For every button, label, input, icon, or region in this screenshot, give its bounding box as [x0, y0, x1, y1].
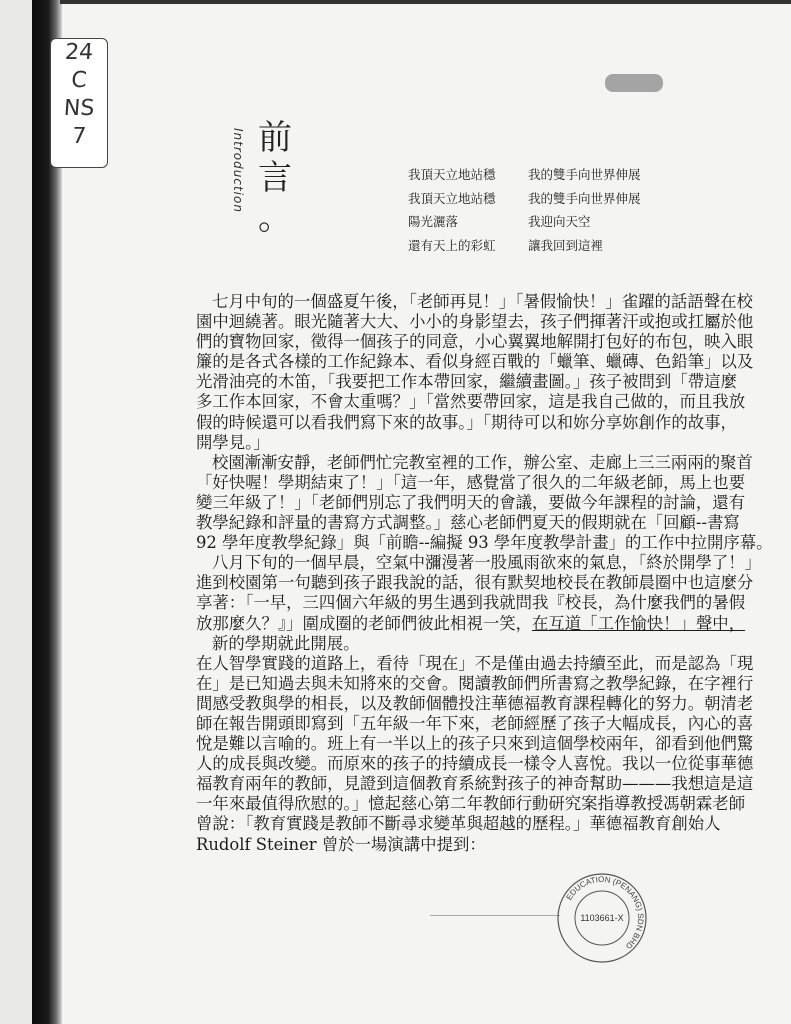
scan-margin [0, 0, 32, 1024]
poem [408, 163, 641, 257]
page-subtitle: Introduction [231, 128, 245, 213]
poem-line: 還有天上的彩虹 [408, 237, 496, 253]
poem-line: 我的雙手向世界伸展 [528, 167, 641, 182]
scan-top-edge [60, 0, 791, 4]
divider [430, 915, 560, 916]
body-line: 新的學期就此開展。 [212, 633, 360, 653]
poem-line: 我的雙手向世界伸展 [528, 190, 641, 206]
poem-line: 我頂天立地站穩 [408, 167, 496, 182]
note-line: C [70, 68, 88, 93]
body-line: 福教育兩年的教師，見證到這個教育系統對孩子的神奇幫助———我想這是這 [196, 774, 754, 794]
body-line: 人的成長與改變。而原來的孩子的持續成長一樣令人喜悅。我以一位從事華德 [196, 754, 754, 774]
poem-row [408, 210, 641, 234]
stamp-number: 1103661-X [580, 913, 624, 923]
poem-line: 陽光灑落 [408, 214, 459, 229]
body-line: 開學見。」 [196, 432, 270, 452]
body-line: 92 學年度教學紀錄」與「前瞻--編擬 93 學年度教學計畫」的工作中拉開序幕。 [196, 533, 773, 553]
body-line: 變三年級了！」「老師們別忘了我們明天的會議，要做今年課程的討論，還有 [196, 492, 746, 512]
handwritten-note [50, 38, 108, 168]
note-line: NS [62, 96, 96, 121]
poem-line: 我迎向天空 [528, 214, 591, 229]
poem-row [408, 234, 641, 258]
body-text [196, 292, 773, 855]
body-line: 八月下旬的一個早晨，空氣中瀰漫著一股風雨欲來的氣息，「終於開學了！」 [212, 553, 762, 573]
body-line: 假的時候還可以看我們寫下來的故事。」「期待可以和妳分享妳創作的故事， [196, 412, 737, 432]
body-line: 在」是已知過去與未知將來的交會。閱讀教師們所書寫之教學紀錄，在字裡行 [196, 673, 754, 693]
body-line: 一年來最值得欣慰的。」憶起慈心第二年教師行動研究案指導教授馮朝霖老師 [196, 794, 746, 814]
body-line-part: 放那麼久？』」圍成圈的老師們彼此相視一笑， [196, 613, 533, 633]
poem-row [408, 163, 641, 187]
scan-smudge [605, 74, 663, 92]
title-text: 前言 [258, 118, 292, 198]
body-line: 進到校園第一句聽到孩子跟我說的話，很有默契地校長在教師晨圈中也這麼分 [196, 573, 754, 593]
body-line: 「好快喔！學期結束了！」「這一年，感覺當了很久的二年級老師，馬上也要 [196, 472, 746, 492]
body-line: 悅是難以言喻的。班上有一半以上的孩子只來到這個學校兩年，卻看到他們驚 [196, 734, 754, 754]
body-line: 曾說：「教育實踐是教師不斷尋求變革與超越的歷程。」華德福教育創始人 [196, 814, 721, 834]
body-line: 簾的是各式各樣的工作紀錄本、看似身經百戰的「蠟筆、蠟磚、色鉛筆」以及 [196, 352, 754, 372]
body-line [196, 614, 756, 634]
note-line: 24 [64, 40, 94, 65]
body-line: 享著：「一早，三四個六年級的男生遇到我就問我『校長，為什麼我們的暑假 [196, 593, 746, 613]
body-line: 多工作本回家，不會太重嗎？」「當然要帶回家，這是我自己做的，而且我放 [196, 392, 746, 412]
underlined-text: 在互道「工作愉快！」聲中， [532, 613, 746, 633]
body-line: 在人智學實踐的道路上，看待「現在」不是僅由過去持續至此，而是認為「現 [196, 653, 754, 673]
body-line: Rudolf Steiner 曾於一場演講中提到： [196, 834, 486, 854]
note-line: 7 [71, 124, 87, 149]
stamp-ring-text: EDUCATION (PENANG) SDN BHD [564, 874, 646, 951]
body-line: 七月中旬的一個盛夏午後，「老師再見！」「暑假愉快！」雀躍的話語聲在校 [212, 292, 753, 311]
body-line: 們的寶物回家，徵得一個孩子的同意，小心翼翼地解開打包好的布包，映入眼 [196, 332, 754, 352]
body-line: 教學紀錄和評量的書寫方式調整。」慈心老師們夏天的假期就在「回顧--書寫 [196, 513, 740, 533]
company-stamp [556, 872, 648, 964]
poem-line: 讓我回到這裡 [528, 237, 604, 253]
title-period: 。 [258, 198, 292, 238]
body-line: 園中迴繞著。眼光隨著大大、小小的身影望去，孩子們揮著汗或抱或扛屬於他 [196, 312, 754, 332]
body-line: 師在報告開頭即寫到「五年級一年下來，老師經歷了孩子大幅成長，內心的喜 [196, 713, 754, 733]
body-line: 間感受教與學的相長，以及教師個體投注華德福教育課程轉化的努力。朝清老 [196, 693, 754, 713]
poem-row [408, 187, 641, 211]
body-line: 光滑油亮的木笛，「我要把工作本帶回家，繼續畫圖。」孩子被問到「帶這麼 [196, 372, 737, 392]
poem-line: 我頂天立地站穩 [408, 190, 496, 206]
page-title [258, 118, 298, 238]
body-line: 校園漸漸安靜，老師們忙完教室裡的工作，辦公室、走廊上三三兩兩的聚首 [212, 452, 753, 472]
